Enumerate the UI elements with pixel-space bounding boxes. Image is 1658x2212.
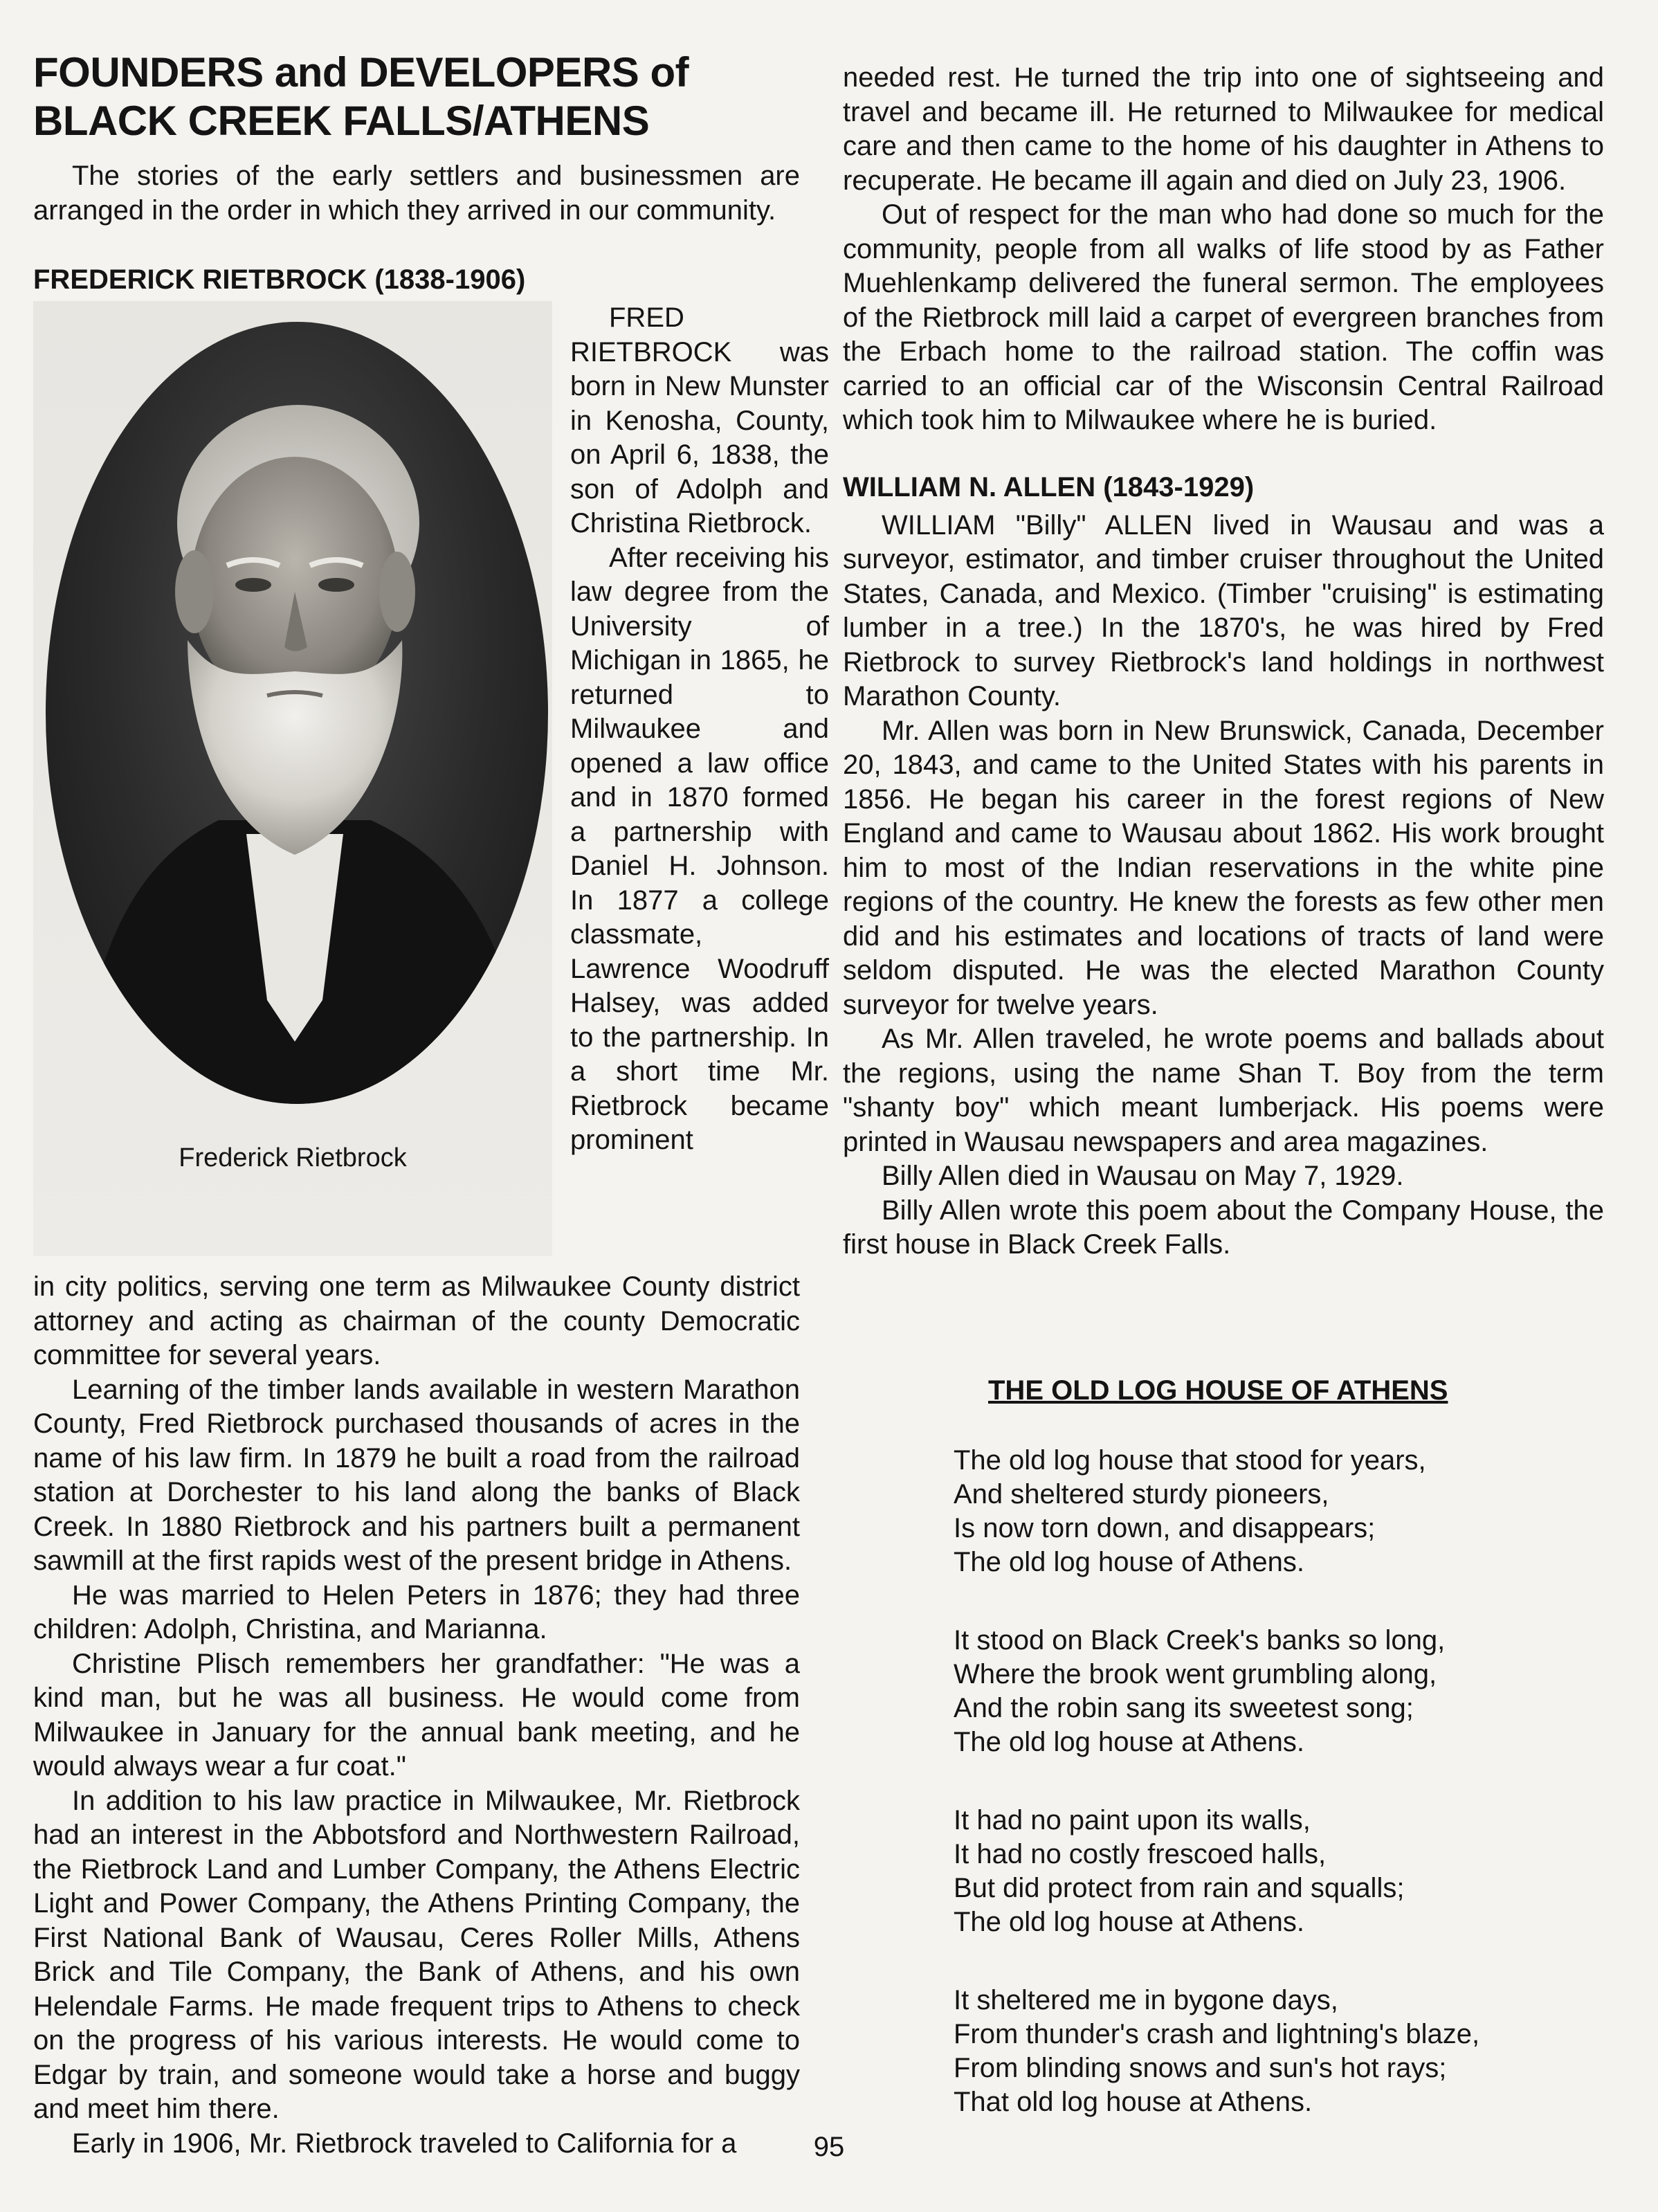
poem-line: And sheltered sturdy pioneers, (954, 1478, 1329, 1510)
poem-line: Where the brook went grumbling along, (954, 1658, 1437, 1689)
rietbrock-paragraph-5: Christine Plisch remembers her grandfather: "He was a kind man, but he was all business. He would come from Milwaukee in January for the annual bank meeting, and he would always wear a fur coat." (33, 1648, 800, 1782)
page-title (33, 48, 800, 145)
poem-line: The old log house at Athens. (954, 1906, 1305, 1937)
portrait-image (46, 322, 548, 1104)
rietbrock-paragraph-4: He was married to Helen Peters in 1876; they had three children: Adolph, Christina, and Marianna. (33, 1579, 800, 1644)
allen-paragraph-1: WILLIAM "Billy" ALLEN lived in Wausau and was a surveyor, estimator, and timber cruiser throughout the United States, Canada, and Mexico. (Timber "cruising" is estimating lumber in a tree.) In the 1870's, he was hired by Fred Rietbrock to survey Rietbrock's land holdings in northwest Marathon County. (843, 509, 1604, 711)
portrait-photo-frame (33, 301, 552, 1256)
poem-line: The old log house of Athens. (954, 1546, 1305, 1577)
poem-line: That old log house at Athens. (954, 2086, 1313, 2117)
right-column (843, 48, 1604, 2164)
poem-stanza (954, 1804, 1604, 1939)
poem (954, 1444, 1604, 2119)
left-column (33, 48, 829, 2161)
poem-line: It had no costly frescoed halls, (954, 1838, 1327, 1869)
rietbrock-paragraph-7-continued: needed rest. He turned the trip into one of sightseeing and travel and became ill. He returned to Milwaukee for medical care and then came to the home of his daughter in Athens to recuperate. He became ill again and died on July 23, 1906. (843, 62, 1604, 196)
allen-paragraph-2: Mr. Allen was born in New Brunswick, Canada, December 20, 1843, and came to the United States with his parents in 1856. He began his career in the forest regions of New England and came to Wausau about 1862. His work brought him to most of the Indian reservations in the white pine regions of the country. He knew the forests as few other men did and his estimates and locations of tracts of land were seldom disputed. He was the elected Marathon County surveyor for twelve years. (843, 715, 1604, 1020)
title-line-2: BLACK CREEK FALLS/ATHENS (33, 98, 650, 144)
rietbrock-paragraph-2: After receiving his law degree from the University of Michigan in 1865, he returned to Milwaukee and opened a law office and in 1870 formed a partnership with Daniel H. Johnson. In 1877 a college classmate, Lawrence Woodruff Halsey, was added to the partnership. In a short time Mr. Rietbrock became prominent (570, 542, 829, 1155)
poem-title: THE OLD LOG HOUSE OF ATHENS (988, 1375, 1448, 1406)
rietbrock-paragraph-3: Learning of the timber lands available in western Marathon County, Fred Rietbrock purchased thousands of acres in the name of his law firm. In 1879 he built a road from the railroad station at Dorchester to his land along the banks of Black Creek. In 1880 Rietbrock and his partners built a permanent sawmill at the first rapids west of the present bridge in Athens. (33, 1374, 800, 1576)
allen-paragraph-4: Billy Allen died in Wausau on May 7, 1929. (882, 1161, 1404, 1191)
rietbrock-paragraph-1: FRED RIETBROCK was born in New Munster in Kenosha, County, on April 6, 1838, the son of Adolph and Christina Rietbrock. (570, 302, 829, 538)
rietbrock-paragraph-2-continued: in city politics, serving one term as Milwaukee County district attorney and acting as chairman of the county Democratic committee for several years. (33, 1271, 800, 1370)
poem-stanza (954, 1984, 1604, 2119)
page-number: 95 (813, 2132, 845, 2162)
poem-line: And the robin sang its sweetest song; (954, 1692, 1414, 1723)
rietbrock-paragraph-6: In addition to his law practice in Milwaukee, Mr. Rietbrock had an interest in the Abbotsford and Northwestern Railroad, the Rietbrock Land and Lumber Company, the Athens Electric Light and Power Company, the Athens Printing Company, the First National Bank of Wausau, Ceres Roller Mills, Athens Brick and Tile Company, the Bank of Athens, and his own Helendale Farms. He made frequent trips to Athens to check on the progress of his various interests. He would come to Edgar by train, and someone would take a horse and buggy and meet him there. (33, 1785, 800, 2124)
allen-heading: WILLIAM N. ALLEN (1843-1929) (843, 471, 1255, 502)
poem-line: The old log house that stood for years, (954, 1444, 1426, 1476)
poem-line: From thunder's crash and lightning's blaze, (954, 2018, 1480, 2049)
poem-line: It stood on Black Creek's banks so long, (954, 1624, 1446, 1656)
poem-stanza (954, 1624, 1604, 1759)
rietbrock-paragraph-8: Out of respect for the man who had done so much for the community, people from all walks of life stood by as Father Muehlenkamp delivered the funeral sermon. The employees of the Rietbrock mill laid a carpet of evergreen branches from the Erbach home to the railroad station. The coffin was carried to an official car of the Wisconsin Central Railroad which took him to Milwaukee where he is buried. (843, 199, 1604, 435)
poem-line: From blinding snows and sun's hot rays; (954, 2052, 1447, 2083)
poem-line: It sheltered me in bygone days, (954, 1984, 1338, 2015)
allen-paragraph-3: As Mr. Allen traveled, he wrote poems and ballads about the regions, using the name Shan T. Boy from the term "shanty boy" which meant lumberjack. His poems were printed in Wausau newspapers and area magazines. (843, 1024, 1604, 1157)
wrapped-text (570, 301, 829, 1158)
title-line-1: FOUNDERS and DEVELOPERS of (33, 49, 689, 96)
poem-stanza (954, 1444, 1604, 1579)
portrait-caption: Frederick Rietbrock (179, 1143, 407, 1172)
poem-line: The old log house at Athens. (954, 1726, 1305, 1757)
portrait-block (33, 301, 829, 1305)
rietbrock-heading: FREDERICK RIETBROCK (1838-1906) (33, 264, 526, 295)
poem-line: Is now torn down, and disappears; (954, 1512, 1376, 1543)
allen-paragraph-5: Billy Allen wrote this poem about the Company House, the first house in Black Creek Falls. (843, 1195, 1604, 1260)
portrait-photo (46, 322, 548, 1104)
poem-line: But did protect from rain and squalls; (954, 1872, 1405, 1903)
poem-line: It had no paint upon its walls, (954, 1804, 1311, 1835)
intro-paragraph: The stories of the early settlers and businessmen are arranged in the order in which they arrived in our community. (33, 161, 800, 226)
rietbrock-paragraph-7: Early in 1906, Mr. Rietbrock traveled to California for a (72, 2128, 737, 2159)
